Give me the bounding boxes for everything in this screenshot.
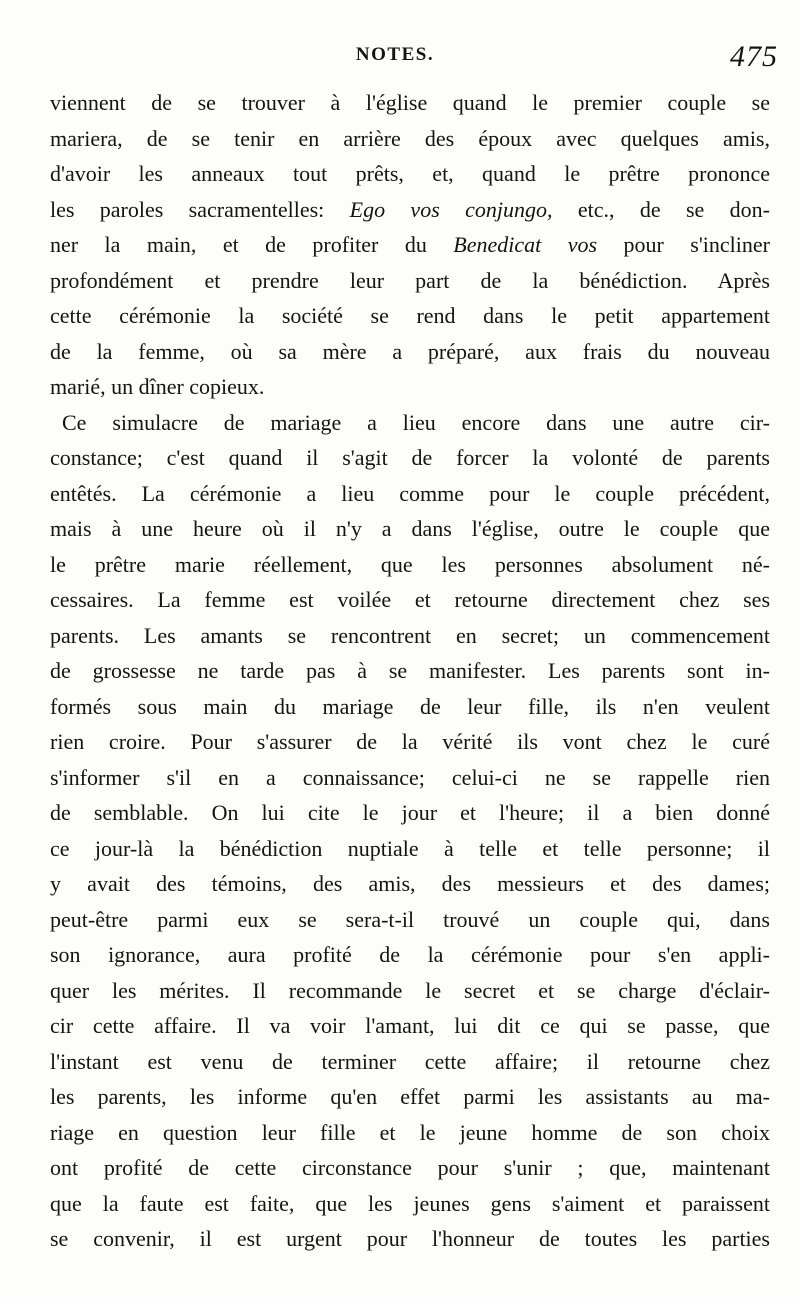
text-line: entêtés. La cérémonie a lieu comme pour le couple précédent,	[50, 480, 770, 506]
text-line: cessaires. La femme est voilée et retourne directement chez ses	[50, 587, 770, 612]
text-line: les parents, les informe qu'en effet parmi les assistants au ma-	[50, 1084, 770, 1109]
text-line: de grossesse ne tarde pas à se manifester. Les parents sont in-	[50, 658, 770, 683]
text-line: que la faute est faite, que les jeunes gens s'aiment et paraissent	[50, 1190, 770, 1216]
text-line	[50, 227, 770, 263]
italic-latin-phrase: Benedicat vos	[453, 232, 598, 257]
text-line: peut-être parmi eux se sera-t-il trouvé un couple qui, dans	[50, 906, 770, 932]
text-line: le prêtre marie réellement, que les personnes absolument né-	[50, 551, 770, 577]
text-line-part: les paroles sacramentelles:	[50, 196, 350, 222]
running-title: NOTES.	[355, 44, 435, 65]
italic-latin-phrase: Ego vos conjungo,	[349, 196, 553, 222]
text-line: Ce simulacre de mariage a lieu encore dans une autre cir-	[62, 409, 770, 435]
text-line: cette cérémonie la société se rend dans le petit appartement	[50, 303, 770, 328]
text-line: de la femme, où sa mère a préparé, aux frais du nouveau	[50, 338, 770, 364]
text-line: parents. Les amants se rencontrent en secret; un commencement	[50, 622, 770, 648]
text-line: ont profité de cette circonstance pour s'unir ; que, maintenant	[50, 1155, 770, 1180]
text-line: viennent de se trouver à l'église quand le premier couple se	[50, 90, 770, 115]
text-line: rien croire. Pour s'assurer de la vérité ils vont chez le curé	[50, 729, 770, 754]
text-line: s'informer s'il en a connaissance; celui-ci ne se rappelle rien	[50, 764, 770, 790]
text-line: quer les mérites. Il recommande le secret et se charge d'éclair-	[50, 977, 770, 1003]
text-line-part: pour s'incliner	[597, 232, 770, 257]
text-line: y avait des témoins, des amis, des messieurs et des dames;	[50, 871, 770, 896]
text-line: formés sous main du mariage de leur fille, ils n'en veulent	[50, 693, 770, 719]
body-text	[50, 85, 770, 1257]
text-line: son ignorance, aura profité de la cérémonie pour s'en appli-	[50, 942, 770, 967]
text-line-part: etc., de se don-	[552, 196, 770, 222]
text-line-part: ner la main, et de profiter du	[50, 232, 454, 257]
text-line: d'avoir les anneaux tout prêts, et, quand le prêtre prononce	[50, 161, 770, 186]
text-line: constance; c'est quand il s'agit de forcer la volonté de parents	[50, 445, 770, 470]
text-line	[50, 192, 770, 228]
text-line: marié, un dîner copieux.	[50, 374, 265, 399]
text-line: cir cette affaire. Il va voir l'amant, lui dit ce qui se passe, que	[50, 1013, 770, 1038]
text-line: mariera, de se tenir en arrière des époux avec quelques amis,	[50, 125, 770, 151]
text-line: se convenir, il est urgent pour l'honneur de toutes les parties	[50, 1226, 770, 1251]
text-line: profondément et prendre leur part de la bénédiction. Après	[50, 267, 770, 293]
text-line: ce jour-là la bénédiction nuptiale à telle et telle personne; il	[50, 835, 770, 861]
text-line: de semblable. On lui cite le jour et l'heure; il a bien donné	[50, 800, 770, 825]
text-line: l'instant est venu de terminer cette affaire; il retourne chez	[50, 1048, 770, 1074]
page-number: 475	[730, 40, 778, 73]
text-line: riage en question leur fille et le jeune homme de son choix	[50, 1119, 770, 1145]
text-line: mais à une heure où il n'y a dans l'église, outre le couple que	[50, 516, 770, 541]
